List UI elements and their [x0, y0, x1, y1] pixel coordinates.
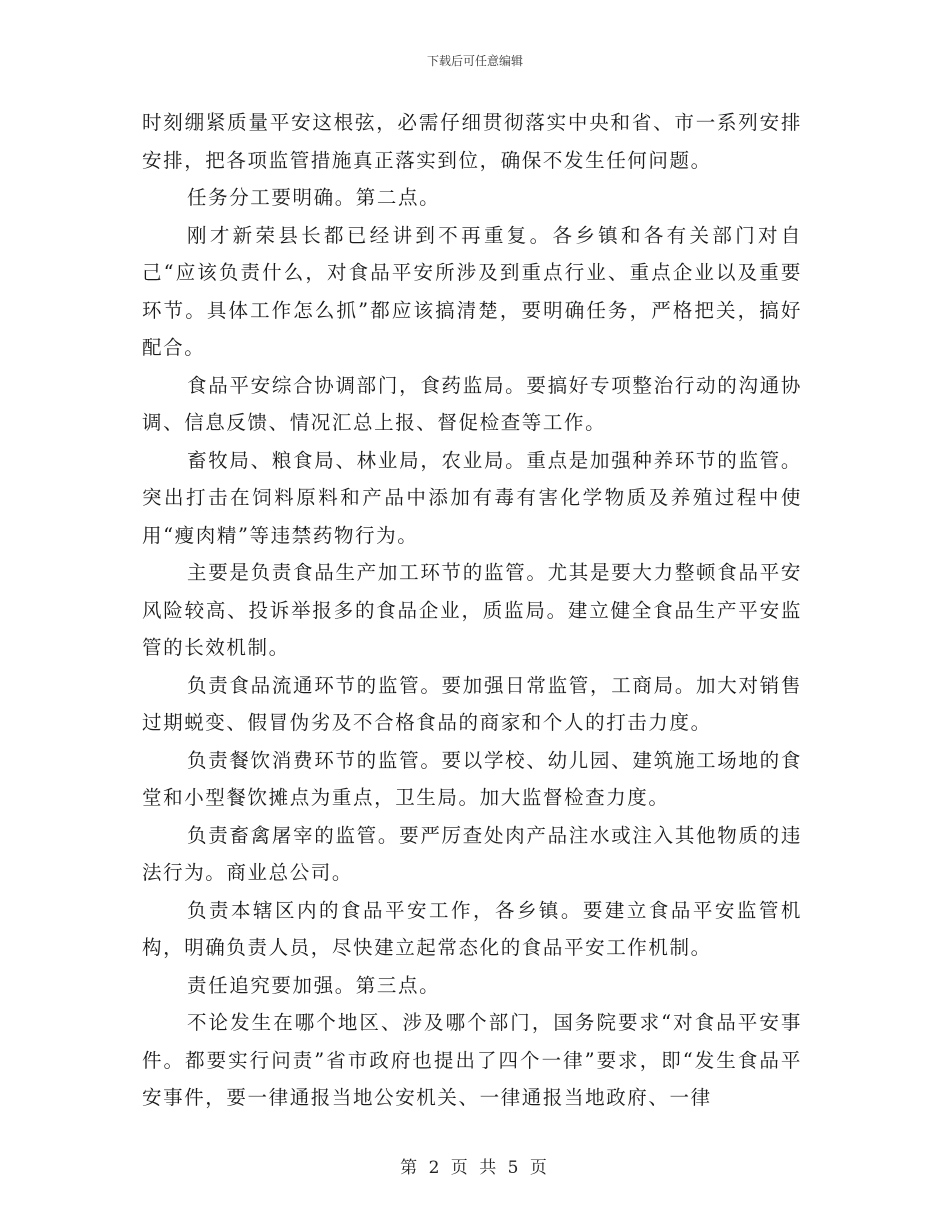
paragraph-10: 负责本辖区内的食品平安工作，各乡镇。要建立食品平安监管机构，明确负责人员，尽快建立起常态化的食品平安工作机制。: [142, 898, 802, 959]
paragraph-3: 刚才新荣县长都已经讲到不再重复。各乡镇和各有关部门对自己“应该负责什么，对食品平安所涉及到重点行业、重点企业以及重要环节。具体工作怎么抓”都应该搞清楚，要明确任务，严格把关，搞好配合。: [142, 223, 802, 359]
paragraph-12: 不论发生在哪个地区、涉及哪个部门，国务院要求“对食品平安事件。都要实行问责”省市政府也提出了四个一律”要求，即“发生食品平安事件，要一律通报当地公安机关、一律通报当地政府、一律: [142, 1011, 802, 1109]
paragraph-1: 时刻绷紧质量平安这根弦，必需仔细贯彻落实中央和省、市一系列安排安排，把各项监管措施真正落实到位，确保不发生任何问题。: [142, 111, 802, 172]
page-footer: 第 2 页 共 5 页: [400, 1158, 550, 1178]
paragraph-8: 负责餐饮消费环节的监管。要以学校、幼儿园、建筑施工场地的食堂和小型餐饮摊点为重点，卫生局。加大监督检查力度。: [142, 748, 802, 809]
paragraph-6: 主要是负责食品生产加工环节的监管。尤其是要大力整顿食品平安风险较高、投诉举报多的食品企业，质监局。建立健全食品生产平安监管的长效机制。: [142, 561, 802, 659]
paragraph-11: 责任追究要加强。第三点。: [187, 973, 441, 997]
paragraph-7: 负责食品流通环节的监管。要加强日常监管，工商局。加大对销售过期蜕变、假冒伪劣及不合格食品的商家和个人的打击力度。: [142, 673, 802, 734]
page-header: 下载后可任意编辑: [426, 54, 523, 68]
paragraph-5: 畜牧局、粮食局、林业局，农业局。重点是加强种养环节的监管。突出打击在饲料原料和产品中添加有毒有害化学物质及养殖过程中使用“瘦肉精”等违禁药物行为。: [142, 448, 802, 547]
paragraph-2: 任务分工要明确。第二点。: [187, 186, 441, 209]
paragraph-9: 负责畜禽屠宰的监管。要严厉查处肉产品注水或注入其他物质的违法行为。商业总公司。: [142, 823, 802, 884]
document-body: [142, 104, 802, 1117]
paragraph-4: 食品平安综合协调部门，食药监局。要搞好专项整治行动的沟通协调、信息反馈、情况汇总上报、督促检查等工作。: [142, 373, 802, 434]
